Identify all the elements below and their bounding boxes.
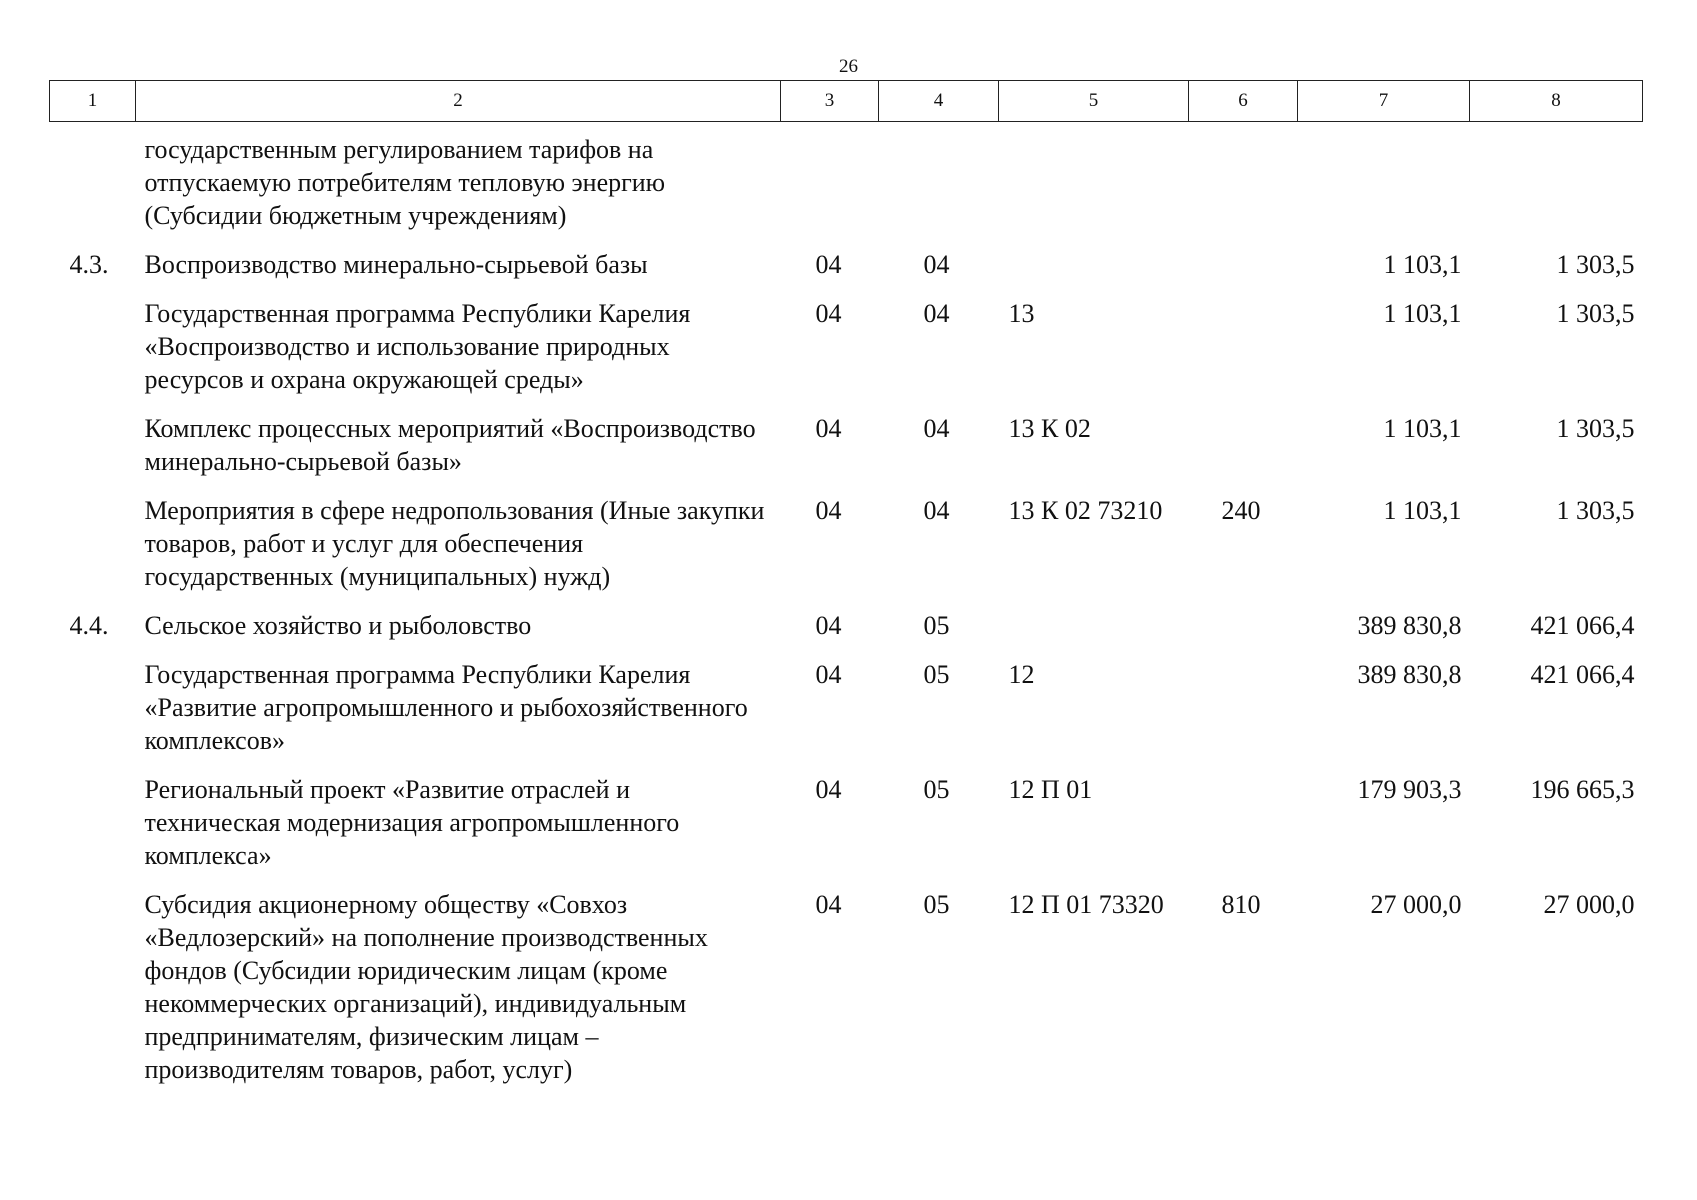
row-expense-type xyxy=(1189,757,1298,872)
row-name: государственным регулированием тарифов на отпускаемую потребителям тепловую энергию (Субсидии бюджетным учреждениям) xyxy=(144,135,666,230)
row-subsection-code: 04 xyxy=(923,250,950,279)
row-amount-col7: 1 103,1 xyxy=(1383,250,1462,279)
row-section-code: 04 xyxy=(815,611,842,640)
row-number xyxy=(50,396,136,478)
row-amount-col7: 389 830,8 xyxy=(1357,611,1462,640)
row-amount-col7: 27 000,0 xyxy=(1370,890,1462,919)
header-col-1: 1 xyxy=(50,81,136,122)
row-subsection-code xyxy=(879,122,999,233)
row-section-code xyxy=(781,122,879,233)
row-amount-col7: 1 103,1 xyxy=(1383,299,1462,328)
row-amount-col7: 389 830,8 xyxy=(1357,660,1462,689)
row-section-code: 04 xyxy=(815,660,842,689)
page-number: 26 xyxy=(839,56,858,77)
table-row xyxy=(50,396,1643,478)
row-name: Комплекс процессных мероприятий «Воспроизводство минерально-сырьевой базы» xyxy=(144,414,756,476)
table-row xyxy=(50,872,1643,1086)
row-target-article: 12 П 01 xyxy=(1008,775,1093,804)
row-amount-col8: 1 303,5 xyxy=(1556,414,1635,443)
row-number: 4.4. xyxy=(69,611,109,640)
row-expense-type xyxy=(1189,642,1298,757)
row-target-article: 12 xyxy=(1008,660,1035,689)
header-col-3: 3 xyxy=(781,81,879,122)
row-number xyxy=(50,642,136,757)
row-section-code: 04 xyxy=(815,890,842,919)
row-target-article xyxy=(999,122,1189,233)
header-col-2: 2 xyxy=(136,81,781,122)
row-amount-col8: 421 066,4 xyxy=(1530,611,1635,640)
row-section-code: 04 xyxy=(815,250,842,279)
row-amount-col7: 1 103,1 xyxy=(1383,496,1462,525)
row-amount-col7: 1 103,1 xyxy=(1383,414,1462,443)
row-name: Воспроизводство минерально-сырьевой базы xyxy=(144,250,648,279)
row-name: Региональный проект «Развитие отраслей и техническая модернизация агропромышленного комплекса» xyxy=(144,775,680,870)
table-row xyxy=(50,642,1643,757)
row-expense-type xyxy=(1189,122,1298,233)
row-target-article xyxy=(999,232,1189,281)
row-number xyxy=(50,281,136,396)
table-row xyxy=(50,122,1643,233)
table-header-row xyxy=(50,81,1643,122)
row-amount-col8: 421 066,4 xyxy=(1530,660,1635,689)
row-amount-col8 xyxy=(1470,122,1643,233)
row-section-code: 04 xyxy=(815,496,842,525)
row-amount-col8: 1 303,5 xyxy=(1556,250,1635,279)
row-subsection-code: 05 xyxy=(923,775,950,804)
row-target-article xyxy=(999,593,1189,642)
row-name: Государственная программа Республики Карелия «Развитие агропромышленного и рыбохозяйственного комплексов» xyxy=(144,660,748,755)
row-amount-col7 xyxy=(1298,122,1470,233)
row-subsection-code: 04 xyxy=(923,414,950,443)
header-col-5: 5 xyxy=(999,81,1189,122)
row-amount-col7: 179 903,3 xyxy=(1357,775,1462,804)
header-col-4: 4 xyxy=(879,81,999,122)
table-row xyxy=(50,593,1643,642)
header-col-7: 7 xyxy=(1298,81,1470,122)
row-number xyxy=(50,478,136,593)
row-amount-col8: 1 303,5 xyxy=(1556,299,1635,328)
header-col-8: 8 xyxy=(1470,81,1643,122)
row-expense-type xyxy=(1189,232,1298,281)
table-row xyxy=(50,281,1643,396)
row-expense-type xyxy=(1189,396,1298,478)
row-target-article: 13 К 02 xyxy=(1008,414,1091,443)
row-name: Субсидия акционерному обществу «Совхоз «Ведлозерский» на пополнение производственных фондов (Субсидии юридическим лицам (кроме некоммерческих организаций), индивидуальным предпринимателям, физическим лицам – производителям товаров, работ, услуг) xyxy=(144,890,708,1084)
row-expense-type: 810 xyxy=(1221,890,1261,919)
row-number xyxy=(50,122,136,233)
row-number xyxy=(50,757,136,872)
budget-table xyxy=(49,80,1643,1086)
row-section-code: 04 xyxy=(815,299,842,328)
row-subsection-code: 04 xyxy=(923,299,950,328)
row-name: Сельское хозяйство и рыболовство xyxy=(144,611,532,640)
row-amount-col8: 196 665,3 xyxy=(1530,775,1635,804)
row-expense-type xyxy=(1189,281,1298,396)
table-row xyxy=(50,757,1643,872)
row-name: Государственная программа Республики Карелия «Воспроизводство и использование природных ресурсов и охрана окружающей среды» xyxy=(144,299,691,394)
row-section-code: 04 xyxy=(815,775,842,804)
row-target-article: 13 xyxy=(1008,299,1035,328)
row-subsection-code: 05 xyxy=(923,890,950,919)
row-expense-type xyxy=(1189,593,1298,642)
row-target-article: 12 П 01 73320 xyxy=(1008,890,1164,919)
row-subsection-code: 05 xyxy=(923,611,950,640)
row-name: Мероприятия в сфере недропользования (Иные закупки товаров, работ и услуг для обеспечения государственных (муниципальных) нужд) xyxy=(144,496,765,591)
header-col-6: 6 xyxy=(1189,81,1298,122)
row-subsection-code: 04 xyxy=(923,496,950,525)
row-amount-col8: 27 000,0 xyxy=(1543,890,1635,919)
table-row xyxy=(50,232,1643,281)
table-row xyxy=(50,478,1643,593)
row-subsection-code: 05 xyxy=(923,660,950,689)
row-section-code: 04 xyxy=(815,414,842,443)
row-number: 4.3. xyxy=(69,250,109,279)
row-number xyxy=(50,872,136,1086)
row-amount-col8: 1 303,5 xyxy=(1556,496,1635,525)
row-expense-type: 240 xyxy=(1221,496,1261,525)
row-target-article: 13 К 02 73210 xyxy=(1008,496,1163,525)
